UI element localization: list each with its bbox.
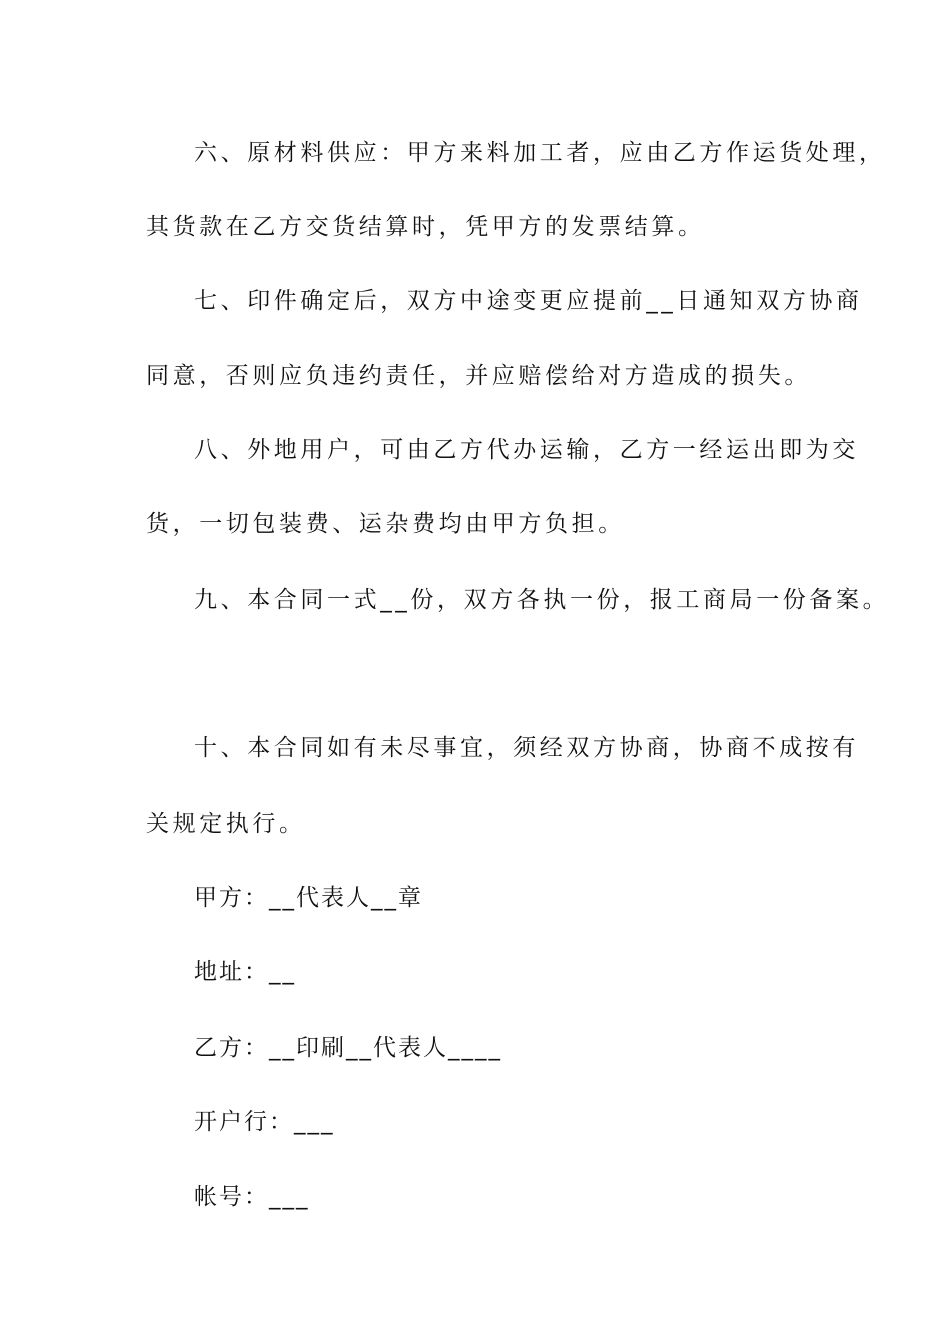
clause-6-line-2: 其货款在乙方交货结算时，凭甲方的发票结算。 bbox=[146, 214, 705, 240]
clause-10-line-1: 十、本合同如有未尽事宜，须经双方协商，协商不成按有 bbox=[194, 735, 859, 761]
clause-10-line-2: 关规定执行。 bbox=[146, 811, 306, 837]
clause-7-line-2: 同意，否则应负违约责任，并应赔偿给对方造成的损失。 bbox=[146, 363, 811, 389]
clause-8-line-1: 八、外地用户，可由乙方代办运输，乙方一经运出即为交 bbox=[194, 437, 859, 463]
clause-8-line-2: 货，一切包装费、运杂费均由甲方负担。 bbox=[146, 511, 625, 537]
party-b-line: 乙方：__印刷__代表人____ bbox=[194, 1035, 502, 1061]
clause-9-line-1: 九、本合同一式__份，双方各执一份，报工商局一份备案。 bbox=[194, 587, 890, 613]
clause-7-line-1: 七、印件确定后，双方中途变更应提前__日通知双方协商 bbox=[194, 288, 863, 314]
account-line: 帐号：___ bbox=[194, 1184, 310, 1210]
party-a-line: 甲方：__代表人__章 bbox=[194, 885, 423, 911]
address-line: 地址：__ bbox=[194, 959, 296, 985]
clause-6-line-1: 六、原材料供应：甲方来料加工者，应由乙方作运货处理， bbox=[194, 140, 886, 166]
bank-line: 开户行：___ bbox=[194, 1109, 335, 1135]
